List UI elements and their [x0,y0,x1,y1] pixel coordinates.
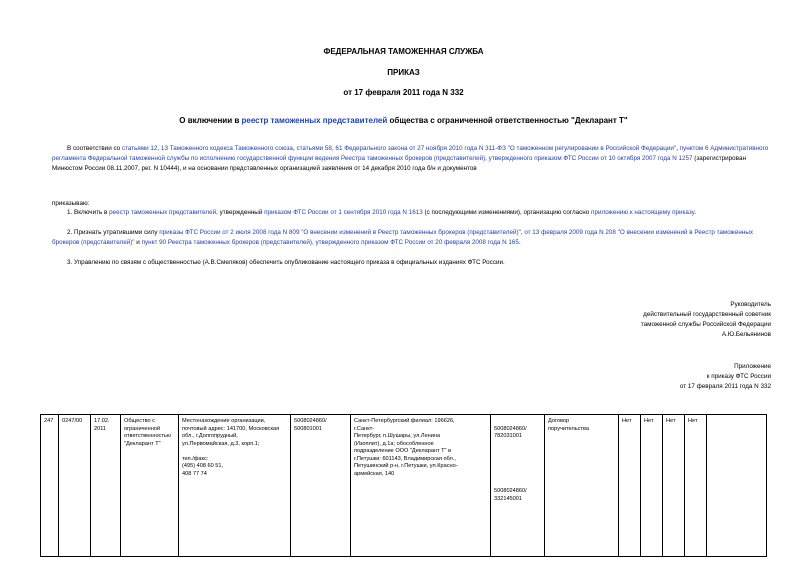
appendix-line-3: от 17 февраля 2011 года N 332 [679,383,771,390]
cell-number: 247 [41,415,59,557]
signature-line-1: Руководитель [730,301,771,308]
preamble-text-3: , [676,145,680,152]
item2-link-order-809[interactable]: приказы ФТС России от 2 июля 2008 года N 809 "О внесении изменений в Реестр таможенных брокеров (представителей)" [159,229,521,236]
cell-flag-2: Нет [641,415,663,557]
cell-organization: Общество с ограниченной ответственностью "Декларант Т" [121,415,179,557]
item1-text-3: (с последующими изменениями), организацию согласно [422,209,592,216]
preamble-text-4: (зарегистрирован Минюстом России 08.11.2007, рег. N 10444), и на основании представленных организацией заявления от 14 декабря 2010 года б/н и документов [52,155,746,172]
preamble-text-1: В соответствии со [67,145,122,152]
cell-empty [707,415,767,557]
cell-guarantee: Договор поручительства [545,415,619,557]
table-row [41,415,767,557]
item2-text-3: и [134,239,142,246]
agency-name: ФЕДЕРАЛЬНАЯ ТАМОЖЕННАЯ СЛУЖБА [323,47,484,56]
preamble-link-regulation[interactable]: пунктом 6 Административного регламента Федеральной таможенной службы по исполнению государственной функции ведения Реестра таможенных брокеров (представителей), утвержденного приказом ФТС России от 10 октября 2007 года N 1257 [52,145,769,162]
item2-text-2: , [520,229,525,236]
order-item-3: 3. Управлению по связям с общественностью (А.В.Смеляков) обеспечить опубликование настоящего приказа в официальных изданиях ФТС России. [67,259,505,266]
item2-link-item-90[interactable]: пункт 90 Реестра таможенных брокеров (представителей), утвержденного приказом ФТС России от 20 февраля 2008 года N 165 [141,239,519,246]
signature-line-2: действительный государственный советник [643,311,771,318]
appendix-block [680,362,771,392]
preamble-link-federal-law[interactable]: статьями 58, 61 Федерального закона от 27 ноября 2010 года N 311-ФЗ "О таможенном регулировании в Российской Федерации" [296,145,677,152]
signature-name: А.Ю.Бельянинов [721,331,771,338]
appendix-line-2: к приказу ФТС России [706,373,771,380]
cell-flag-4: Нет [685,415,707,557]
item1-text-4: . [694,209,696,216]
cell-flag-3: Нет [663,415,685,557]
cell-inn-kpp: 5008024860/ 500801001 [291,415,351,557]
item1-link-appendix[interactable]: приложению к настоящему приказу [591,209,695,216]
item2-link-order-208[interactable]: от 13 февраля 2009 года N 208 "О внесении изменений в Реестр таможенных брокеров (представителей)" [52,229,754,246]
item2-text-1: 2. Признать утратившими силу [67,229,160,236]
title-link[interactable]: реестр таможенных представителей [241,116,388,125]
branch-inn-bottom: 5008024860/ 332145001 [494,488,527,502]
preamble-text-2: , [292,145,297,152]
title-suffix: общества с ограниченной ответственностью "Декларант Т" [387,116,628,125]
cell-branches: Санкт-Петербургский филиал: 196626, г.Санкт- Петербург, п.Шушары, ул.Ленина (Изоплит), д.1а; обособленное подразделение ООО "Декларант Т" в г.Петушки: 601143, Владимирская обл., Петушинский р-н, г.Петушки, ул.Красно- армейская, 140 [351,415,491,557]
cell-date: 17.02. 2011 [91,415,121,557]
document-type: ПРИКАЗ [387,68,420,77]
order-item-2 [52,228,776,248]
cell-branch-inn [491,415,545,557]
registry-table [40,414,767,557]
signature-block [641,300,771,340]
preamble-link-customs-code[interactable]: статьями 12, 13 Таможенного кодекса Таможенного союза [121,145,293,152]
title-prefix: О включении в [179,116,242,125]
item1-text-1: 1. Включить в [67,209,110,216]
cell-address: Местонахождение организации, почтовый адрес: 141700, Московская обл., г.Долгопрудный, ул.Первомайская, д.3, корп.1; тел./факс: (495) 408 60 51, 408 77 74 [179,415,291,557]
branch-inn-top: 5008024860/ 782031001 [494,425,527,439]
orders-word: приказываю: [52,200,90,207]
document-date: от 17 февраля 2011 года N 332 [343,88,464,97]
cell-reg-number: 0247/00 [59,415,91,557]
cell-flag-1: Нет [619,415,641,557]
item1-link-order-1613[interactable]: приказом ФТС России от 1 сентября 2010 года N 1613 [264,209,423,216]
appendix-line-1: Приложение [734,363,771,370]
signature-line-3: таможенной службы Российской Федерации [640,321,771,328]
order-item-1 [52,208,776,218]
item2-text-4: . [518,239,521,246]
document-title [0,116,807,125]
item1-link-registry[interactable]: реестр таможенных представителей [109,209,217,216]
item1-text-2: , утвержденный [216,209,265,216]
preamble-paragraph [52,144,776,174]
